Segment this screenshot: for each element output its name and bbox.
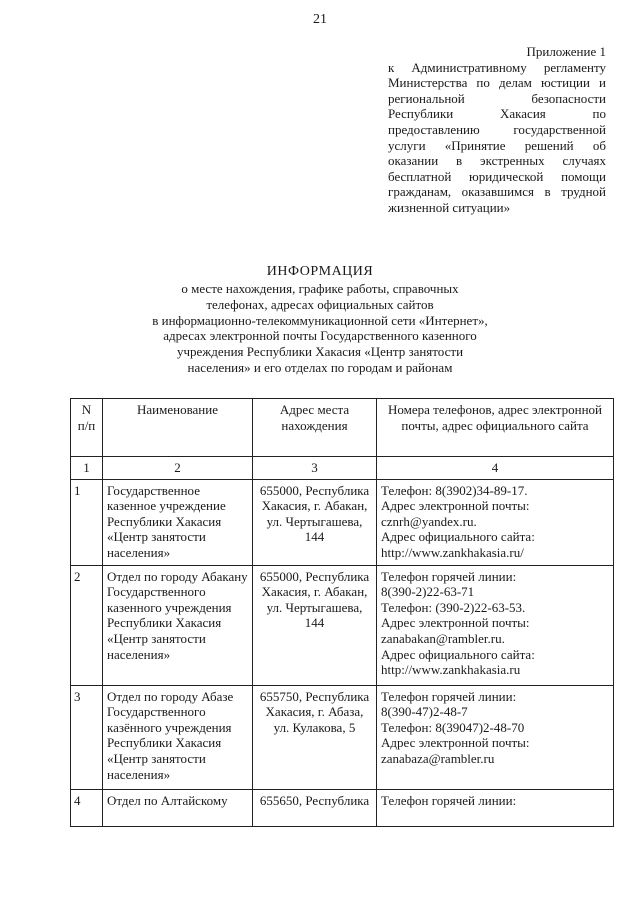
subtitle-line: в информационно-телекоммуникационной сети «Интернет», (152, 312, 488, 328)
contact-website: http://www.zankhakasia.ru (381, 662, 521, 678)
subtitle-line: учреждения Республики Хакасия «Центр занятости (176, 344, 464, 360)
document-subtitle (120, 281, 520, 376)
office-name: Отдел по городу Абазе Государственного казённого учреждения Республики Хакасия «Центр занятости населения» (103, 685, 253, 789)
header-num: N п/п (71, 399, 103, 457)
appendix-block (388, 44, 606, 216)
row-number: 3 (71, 685, 103, 789)
office-contacts (377, 565, 614, 685)
subtitle-line: телефонах, адресах официальных сайтов (206, 296, 434, 312)
contact-line: Адрес электронной почты: (381, 615, 530, 631)
table-row (71, 685, 614, 789)
contact-line: Телефон: 8(3902)34-89-17. (381, 482, 528, 498)
table-index-row (71, 457, 614, 480)
index-cell: 1 (71, 457, 103, 480)
contact-phone: 8(390-2)22-63-71 (381, 584, 475, 600)
contact-email: zanabakan@rambler.ru. (381, 630, 505, 646)
header-name: Наименование (103, 399, 253, 457)
office-name: Отдел по Алтайскому (103, 789, 253, 826)
contact-email: zanabaza@rambler.ru (381, 750, 495, 766)
office-address: 655000, Республика Хакасия, г. Абакан, ул. Чертыгашева, 144 (253, 565, 377, 685)
appendix-text: к Административному регламенту Министерства по делам юстиции и региональной безопасности Республики Хакасия по предоставлению государственной услуги «Принятие решений об оказании в экстренных случаях бесплатной юридической помощи гражданам, оказавшимся в трудной жизненной ситуации» (388, 59, 606, 215)
contact-phone: Телефон: 8(39047)2-48-70 (381, 719, 525, 735)
subtitle-line: о месте нахождения, графике работы, справочных (181, 281, 459, 296)
office-contacts (377, 685, 614, 789)
subtitle-line: адресах электронной почты Государственного казенного (163, 328, 477, 344)
contact-line: Адрес официального сайта: (381, 646, 535, 662)
office-contacts (377, 789, 614, 826)
contact-line: Адрес электронной почты: (381, 498, 530, 514)
contact-phone: 8(390-47)2-48-7 (381, 704, 468, 720)
table-row (71, 479, 614, 565)
document-title: ИНФОРМАЦИЯ (266, 264, 374, 279)
row-number: 4 (71, 789, 103, 826)
contact-line: Адрес официального сайта: (381, 529, 535, 545)
office-address: 655750, Республика Хакасия, г. Абаза, ул. Кулакова, 5 (253, 685, 377, 789)
table-row (71, 565, 614, 685)
table-row (71, 789, 614, 826)
appendix-heading: Приложение 1 (526, 44, 606, 59)
contact-line: Телефон горячей линии: (381, 792, 517, 808)
row-number: 1 (71, 479, 103, 565)
contact-line: Телефон горячей линии: (381, 568, 517, 584)
table-header-row (71, 399, 614, 457)
subtitle-line: населения» и его отделах по городам и районам (187, 359, 453, 375)
row-number: 2 (71, 565, 103, 685)
index-cell: 2 (103, 457, 253, 480)
page-number: 21 (313, 12, 327, 27)
index-cell: 3 (253, 457, 377, 480)
contact-email: cznrh@yandex.ru. (381, 513, 477, 529)
contact-line: Телефон горячей линии: (381, 688, 517, 704)
contact-website: http://www.zankhakasia.ru/ (381, 544, 524, 560)
office-name: Государственное казенное учреждение Республики Хакасия «Центр занятости населения» (103, 479, 253, 565)
office-address: 655650, Республика (253, 789, 377, 826)
offices-table (70, 398, 614, 827)
contact-line: Адрес электронной почты: (381, 735, 530, 751)
header-address: Адрес места нахождения (253, 399, 377, 457)
office-name: Отдел по городу Абакану Государственного казенного учреждения Республики Хакасия «Центр занятости населения» (103, 565, 253, 685)
header-contacts: Номера телефонов, адрес электронной почты, адрес официального сайта (377, 399, 614, 457)
office-contacts (377, 479, 614, 565)
office-address: 655000, Республика Хакасия, г. Абакан, ул. Чертыгашева, 144 (253, 479, 377, 565)
index-cell: 4 (377, 457, 614, 480)
contact-phone: Телефон: (390-2)22-63-53. (381, 599, 526, 615)
